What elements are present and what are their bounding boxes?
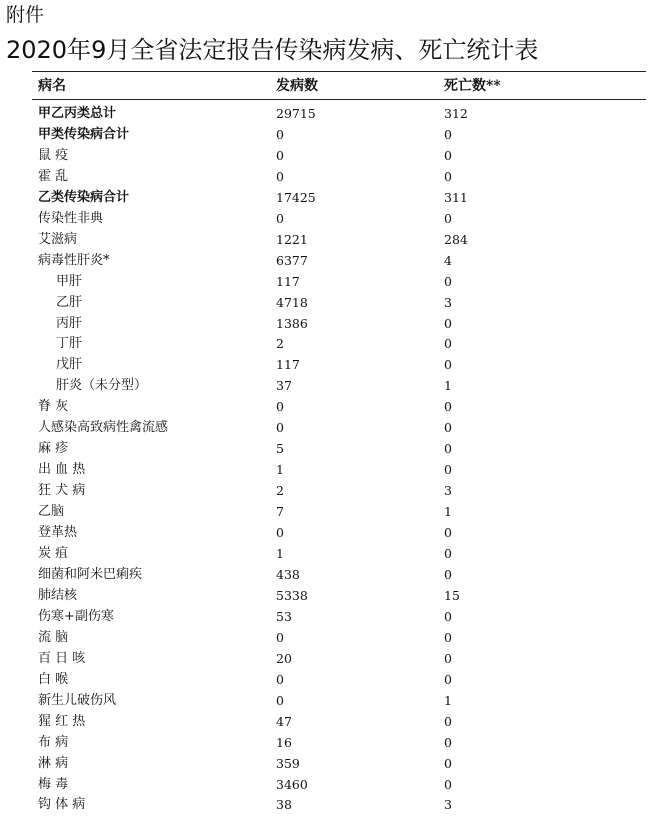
table-row <box>0 166 648 187</box>
cases-cell: 0 <box>276 629 284 645</box>
cases-cell: 438 <box>276 566 300 582</box>
disease-name-cell: 登革热 <box>38 525 78 541</box>
table-row <box>0 669 648 690</box>
cases-cell: 7 <box>276 504 284 520</box>
disease-name-cell: 肝炎（未分型） <box>56 378 148 394</box>
disease-name-cell: 钩 体 病 <box>38 797 86 813</box>
disease-name-cell: 白 喉 <box>38 671 69 687</box>
disease-name-cell: 炭 疽 <box>38 546 69 562</box>
disease-name-cell: 乙类传染病合计 <box>38 189 130 205</box>
table-row <box>0 501 648 522</box>
table-row <box>0 333 648 354</box>
cases-cell: 5338 <box>276 587 308 603</box>
deaths-cell: 3 <box>444 483 452 499</box>
table-row <box>0 648 648 669</box>
table-row <box>0 794 648 815</box>
disease-name-cell: 百 日 咳 <box>38 650 86 666</box>
deaths-cell: 0 <box>444 147 452 163</box>
disease-name-cell: 梅 毒 <box>38 776 69 792</box>
table-row <box>0 627 648 648</box>
disease-name-cell: 流 脑 <box>38 629 69 645</box>
cases-cell: 37 <box>276 378 292 394</box>
header-deaths: 死亡数** <box>444 78 501 94</box>
deaths-cell: 0 <box>444 420 452 436</box>
deaths-cell: 1 <box>444 378 452 394</box>
cases-cell: 2 <box>276 483 284 499</box>
table-row <box>0 438 648 459</box>
deaths-cell: 0 <box>444 399 452 415</box>
deaths-cell: 0 <box>444 126 452 142</box>
disease-name-cell: 伤寒+副伤寒 <box>38 608 114 624</box>
disease-name-cell: 人感染高致病性禽流感 <box>38 420 169 436</box>
cases-cell: 17425 <box>276 189 316 205</box>
cases-cell: 0 <box>276 147 284 163</box>
cases-cell: 1386 <box>276 315 308 331</box>
disease-name-cell: 乙脑 <box>38 504 65 520</box>
table-row <box>0 208 648 229</box>
cases-cell: 0 <box>276 168 284 184</box>
cases-cell: 4718 <box>276 294 308 310</box>
deaths-cell: 0 <box>444 713 452 729</box>
disease-name-cell: 甲肝 <box>56 273 83 289</box>
cases-cell: 0 <box>276 525 284 541</box>
deaths-cell: 3 <box>444 797 452 813</box>
deaths-cell: 1 <box>444 692 452 708</box>
cases-cell: 0 <box>276 671 284 687</box>
table-header-rule <box>32 99 646 100</box>
deaths-cell: 0 <box>444 734 452 750</box>
deaths-cell: 0 <box>444 210 452 226</box>
deaths-cell: 0 <box>444 168 452 184</box>
cases-cell: 117 <box>276 357 300 373</box>
table-header-row <box>0 74 648 98</box>
cases-cell: 2 <box>276 336 284 352</box>
deaths-cell: 4 <box>444 252 452 268</box>
header-cases: 发病数 <box>276 78 318 94</box>
disease-name-cell: 淋 病 <box>38 755 69 771</box>
disease-name-cell: 霍 乱 <box>38 168 69 184</box>
cases-cell: 1 <box>276 462 284 478</box>
cases-cell: 16 <box>276 734 292 750</box>
table-row <box>0 774 648 795</box>
table-row <box>0 753 648 774</box>
header-disease-name: 病名 <box>38 78 66 94</box>
deaths-cell: 0 <box>444 546 452 562</box>
cases-cell: 117 <box>276 273 300 289</box>
disease-name-cell: 细菌和阿米巴痢疾 <box>38 566 143 582</box>
deaths-cell: 311 <box>444 189 468 205</box>
table-row <box>0 480 648 501</box>
table-body <box>0 103 648 815</box>
disease-name-cell: 戊肝 <box>56 357 83 373</box>
deaths-cell: 0 <box>444 525 452 541</box>
cases-cell: 29715 <box>276 106 316 121</box>
deaths-cell: 0 <box>444 776 452 792</box>
deaths-cell: 0 <box>444 629 452 645</box>
deaths-cell: 0 <box>444 462 452 478</box>
deaths-cell: 0 <box>444 671 452 687</box>
cases-cell: 0 <box>276 399 284 415</box>
table-row <box>0 103 648 124</box>
deaths-cell: 0 <box>444 608 452 624</box>
table-row <box>0 145 648 166</box>
cases-cell: 47 <box>276 713 292 729</box>
table-row <box>0 711 648 732</box>
table-row <box>0 585 648 606</box>
disease-name-cell: 出 血 热 <box>38 462 86 478</box>
deaths-cell: 312 <box>444 106 468 121</box>
disease-name-cell: 肺结核 <box>38 587 78 603</box>
disease-name-cell: 传染性非典 <box>38 210 104 226</box>
disease-name-cell: 甲乙丙类总计 <box>38 106 117 121</box>
deaths-cell: 0 <box>444 315 452 331</box>
cases-cell: 359 <box>276 755 300 771</box>
cases-cell: 0 <box>276 420 284 436</box>
table-row <box>0 354 648 375</box>
table-row <box>0 271 648 292</box>
disease-name-cell: 狂 犬 病 <box>38 483 86 499</box>
disease-name-cell: 艾滋病 <box>38 231 78 247</box>
deaths-cell: 0 <box>444 441 452 457</box>
cases-cell: 1221 <box>276 231 308 247</box>
disease-name-cell: 丁肝 <box>56 336 83 352</box>
disease-name-cell: 丙肝 <box>56 315 83 331</box>
cases-cell: 0 <box>276 692 284 708</box>
deaths-cell: 0 <box>444 650 452 666</box>
table-row <box>0 606 648 627</box>
table-row <box>0 124 648 145</box>
table-row <box>0 690 648 711</box>
cases-cell: 53 <box>276 608 292 624</box>
cases-cell: 20 <box>276 650 292 666</box>
table-row <box>0 396 648 417</box>
page-title: 2020年9月全省法定报告传染病发病、死亡统计表 <box>6 36 539 64</box>
disease-name-cell: 病毒性肝炎* <box>38 252 110 268</box>
table-row <box>0 564 648 585</box>
table-row <box>0 417 648 438</box>
deaths-cell: 0 <box>444 336 452 352</box>
cases-cell: 3460 <box>276 776 308 792</box>
cases-cell: 6377 <box>276 252 308 268</box>
deaths-cell: 1 <box>444 504 452 520</box>
table-row <box>0 292 648 313</box>
table-top-rule <box>32 71 646 72</box>
deaths-cell: 0 <box>444 755 452 771</box>
attachment-label: 附件 <box>6 4 45 26</box>
disease-name-cell: 布 病 <box>38 734 69 750</box>
table-row <box>0 187 648 208</box>
disease-name-cell: 脊 灰 <box>38 399 69 415</box>
cases-cell: 5 <box>276 441 284 457</box>
deaths-cell: 3 <box>444 294 452 310</box>
table-row <box>0 732 648 753</box>
disease-name-cell: 鼠 疫 <box>38 147 69 163</box>
disease-name-cell: 猩 红 热 <box>38 713 86 729</box>
disease-name-cell: 乙肝 <box>56 294 83 310</box>
table-row <box>0 250 648 271</box>
disease-name-cell: 甲类传染病合计 <box>38 126 130 142</box>
deaths-cell: 0 <box>444 566 452 582</box>
deaths-cell: 0 <box>444 273 452 289</box>
deaths-cell: 15 <box>444 587 460 603</box>
cases-cell: 0 <box>276 210 284 226</box>
disease-name-cell: 新生儿破伤风 <box>38 692 117 708</box>
table-row <box>0 229 648 250</box>
table-row <box>0 313 648 334</box>
cases-cell: 1 <box>276 546 284 562</box>
table-row <box>0 522 648 543</box>
deaths-cell: 0 <box>444 357 452 373</box>
table-row <box>0 543 648 564</box>
cases-cell: 0 <box>276 126 284 142</box>
cases-cell: 38 <box>276 797 292 813</box>
table-row <box>0 375 648 396</box>
disease-name-cell: 麻 疹 <box>38 441 69 457</box>
deaths-cell: 284 <box>444 231 468 247</box>
table-row <box>0 459 648 480</box>
